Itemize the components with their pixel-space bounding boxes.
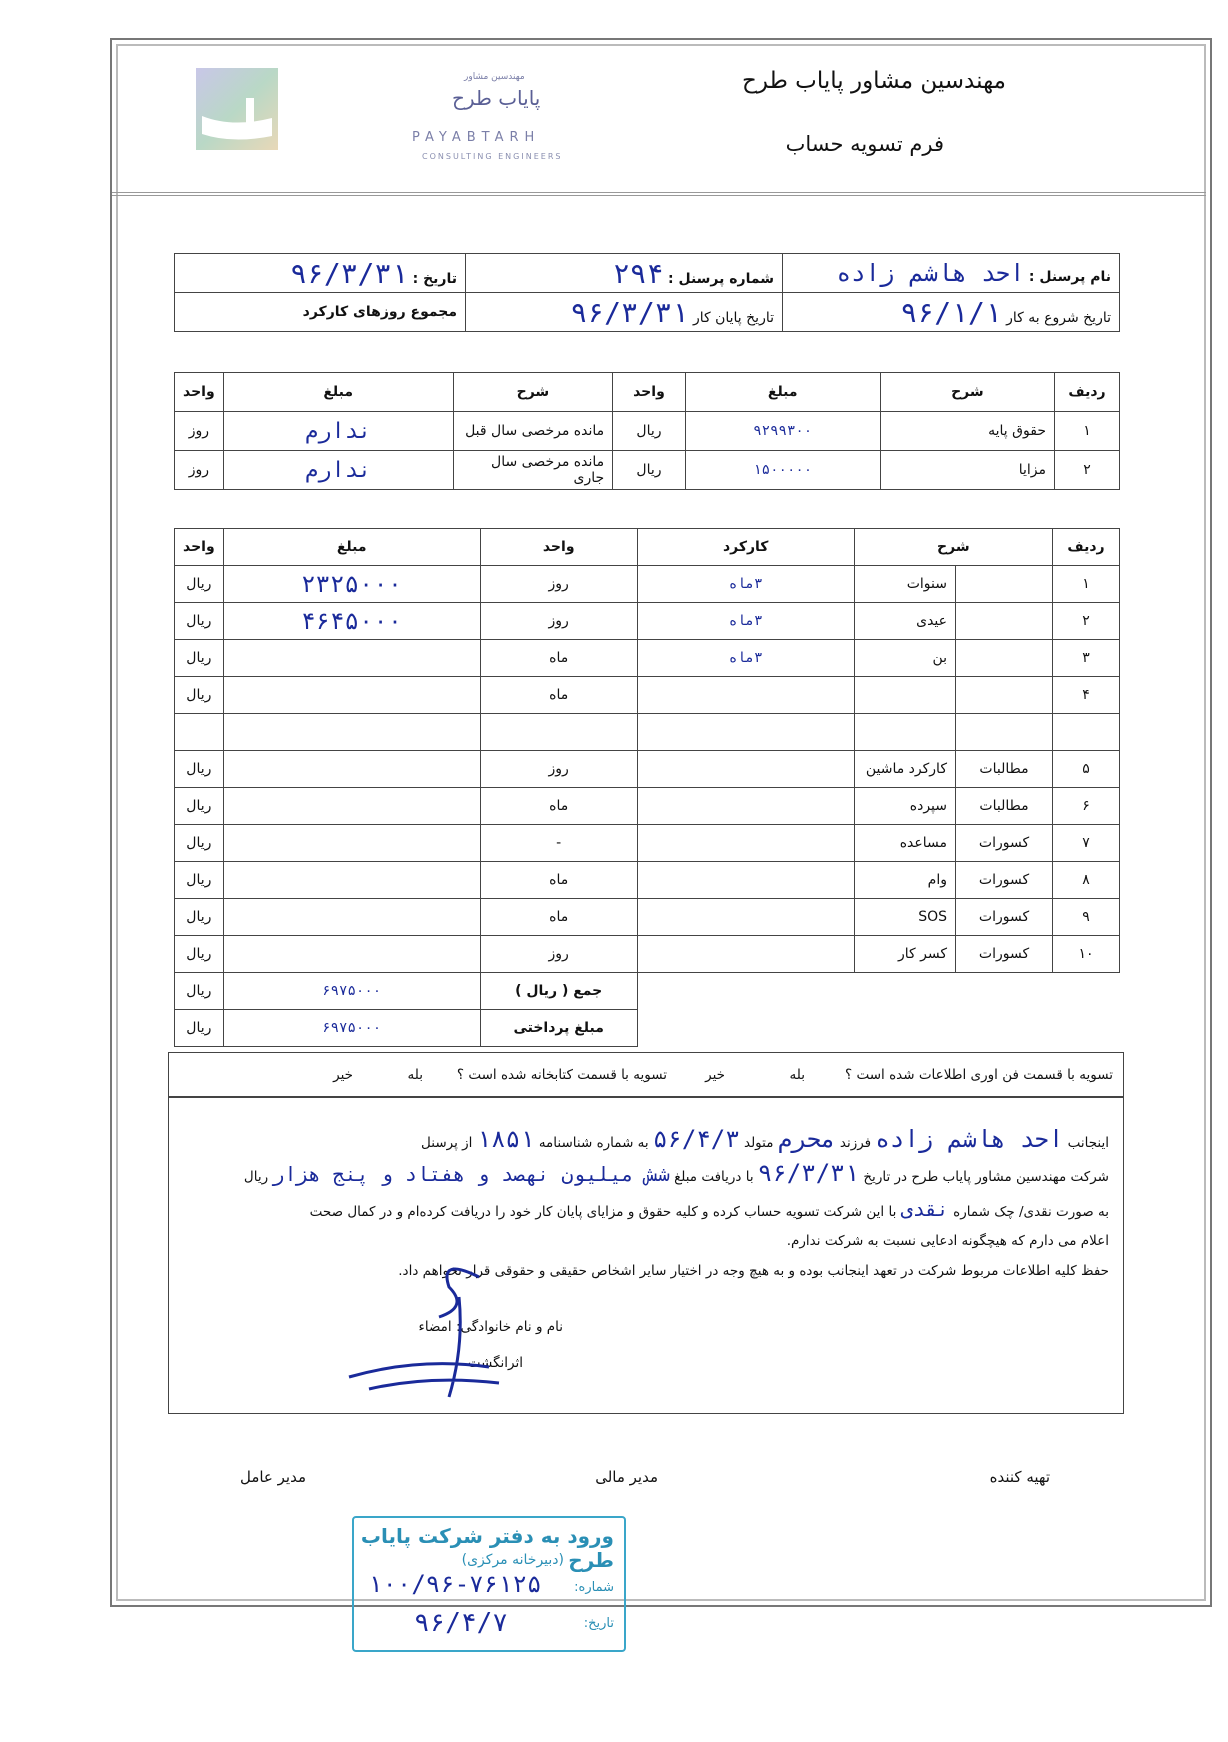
row-currency [175, 714, 224, 751]
paid-currency: ریال [175, 1010, 224, 1047]
col-header: مبلغ [223, 529, 480, 566]
row-work [637, 751, 854, 788]
logo-subtitle-en: CONSULTING ENGINEERS [422, 152, 563, 161]
statement-line-1 [421, 1125, 1109, 1153]
end-value: ۹۶/۳/۳۱ [570, 295, 689, 329]
paid-value: ۶۹۷۵۰۰۰ [223, 1010, 480, 1047]
row-currency: ریال [175, 825, 224, 862]
name-label: نام پرسنل : [1028, 269, 1111, 285]
row-work: ۳ماه [637, 640, 854, 677]
row-work [637, 936, 854, 973]
row-currency: ریال [175, 862, 224, 899]
it-yes-option[interactable]: بله [789, 1067, 805, 1083]
form-header [112, 40, 1206, 196]
col-header: کارکرد [637, 529, 854, 566]
row-desc: SOS [854, 899, 955, 936]
row-number: ۷ [1053, 825, 1120, 862]
row-desc: وام [854, 862, 955, 899]
row-unit: روز [480, 603, 637, 640]
text: شرکت مهندسین مشاور پایاب طرح در تاریخ [863, 1169, 1109, 1185]
total-row [175, 973, 1120, 1010]
id-value: ۲۹۴ [612, 256, 664, 290]
row-desc: حقوق پایه [880, 412, 1054, 451]
table-row [175, 714, 1120, 751]
row-unit: ماه [480, 899, 637, 936]
text: ریال [243, 1169, 269, 1185]
row-number: ۲ [1053, 603, 1120, 640]
date-value: ۹۶/۳/۳۱ [290, 256, 409, 290]
birth-date: ۵۶/۴/۳ [652, 1125, 740, 1153]
stamp-number-value: ۱۰۰/۹۶-۷۶۱۲۵ [368, 1570, 542, 1598]
row-unit: ماه [480, 862, 637, 899]
col-header: شرح [880, 373, 1054, 412]
table-row [175, 603, 1120, 640]
table-row [175, 936, 1120, 973]
row-currency: ریال [175, 936, 224, 973]
row-currency: ریال [175, 899, 224, 936]
start-value: ۹۶/۱/۱ [900, 295, 1002, 329]
benefits-table [174, 528, 1120, 1047]
row-currency: ریال [175, 640, 224, 677]
table-row [175, 899, 1120, 936]
text: فرزند [839, 1135, 872, 1151]
row-desc: کارکرد ماشین [854, 751, 955, 788]
amount-in-words: شش میلیون نهصد و هفتاد و پنج هزار [272, 1162, 670, 1186]
row-currency: ریال [175, 751, 224, 788]
row-category [956, 566, 1053, 603]
row-amount2: ندارم [223, 451, 453, 490]
employee-name: احد هاشم زاده [875, 1125, 1064, 1153]
row-work [637, 714, 854, 751]
row-desc: کسر کار [854, 936, 955, 973]
table-row [175, 677, 1120, 714]
registry-stamp [352, 1516, 626, 1652]
ceo-label: مدیر عامل [239, 1468, 306, 1486]
row-desc [854, 714, 955, 751]
settlement-date: ۹۶/۳/۳۱ [757, 1159, 860, 1187]
name-value: احد هاشم زاده [836, 259, 1025, 287]
row-category [956, 677, 1053, 714]
row-number: ۸ [1053, 862, 1120, 899]
row-number: ۵ [1053, 751, 1120, 788]
it-no-option[interactable]: خیر [705, 1067, 725, 1083]
row-category [956, 640, 1053, 677]
row-work [637, 862, 854, 899]
thumbprint-label: اثرانگشت [467, 1355, 523, 1371]
row-desc [854, 677, 955, 714]
row-desc2: مانده مرخصی سال قبل [453, 412, 613, 451]
col-header: ردیف [1053, 529, 1120, 566]
table-row [175, 788, 1120, 825]
days-label: مجموع روزهای کارکرد [302, 304, 457, 320]
row-number: ۶ [1053, 788, 1120, 825]
row-amount [223, 862, 480, 899]
date-label: تاریخ : [412, 270, 457, 287]
row-unit: روز [480, 936, 637, 973]
col-header: مبلغ [685, 373, 880, 412]
col-header: ردیف [1055, 373, 1120, 412]
row-number: ۹ [1053, 899, 1120, 936]
row-desc: سنوات [854, 566, 955, 603]
row-currency: ریال [175, 603, 224, 640]
row-unit [480, 714, 637, 751]
row-category: کسورات [956, 936, 1053, 973]
text: از پرسنل [421, 1135, 473, 1151]
settlement-questions [168, 1052, 1124, 1098]
sign-label: نام و نام خانوادگی: امضاء [418, 1319, 563, 1335]
row-category: مطالبات [956, 788, 1053, 825]
stamp-title: ورود به دفتر شرکت پایاب طرح [360, 1524, 614, 1572]
row-amount2: ندارم [223, 412, 453, 451]
row-currency: ریال [175, 788, 224, 825]
logo-title-fa: پایاب طرح [452, 86, 541, 110]
row-number [1053, 714, 1120, 751]
text: اینجانب [1067, 1135, 1109, 1151]
days-cell [175, 293, 466, 332]
row-category: کسورات [956, 825, 1053, 862]
text: به شماره شناسنامه [538, 1135, 649, 1151]
end-cell [466, 293, 783, 332]
start-cell [783, 293, 1120, 332]
row-amount [223, 788, 480, 825]
col-header: واحد [175, 529, 224, 566]
statement-line-4: اعلام می دارم که هیچگونه ادعایی نسبت به شرکت ندارم. [786, 1233, 1109, 1249]
table-row [175, 566, 1120, 603]
stamp-subtitle: (دبیرخانه مرکزی) [461, 1552, 564, 1568]
row-unit: ماه [480, 788, 637, 825]
row-unit2: روز [175, 451, 224, 490]
row-work: ۳ماه [637, 566, 854, 603]
row-work: ۳ماه [637, 603, 854, 640]
row-work [637, 825, 854, 862]
table-row [175, 825, 1120, 862]
row-unit: ماه [480, 677, 637, 714]
row-number: ۱۰ [1053, 936, 1120, 973]
stamp-date-value: ۹۶/۴/۷ [414, 1608, 508, 1638]
row-amount [223, 714, 480, 751]
text: به صورت نقدی/ چک شماره [953, 1204, 1109, 1220]
stamp-number-label: شماره: [574, 1580, 614, 1595]
row-amount [223, 899, 480, 936]
row-number: ۲ [1055, 451, 1120, 490]
row-work [637, 677, 854, 714]
table-row [175, 412, 1120, 451]
it-question: تسویه با قسمت فن اوری اطلاعات شده است ؟ [845, 1067, 1113, 1083]
row-amount [223, 825, 480, 862]
signature [339, 1257, 539, 1407]
total-label: جمع ( ریال ) [480, 973, 637, 1010]
row-amount [223, 936, 480, 973]
finance-manager-label: مدیر مالی [595, 1468, 658, 1486]
row-amount: ۲۳۲۵۰۰۰ [223, 566, 480, 603]
father-name: محرم [777, 1125, 836, 1153]
row-amount [223, 677, 480, 714]
row-amount: ۱۵۰۰۰۰۰ [685, 451, 880, 490]
end-label: تاریخ پایان کار [692, 309, 774, 326]
paid-label: مبلغ پرداختی [480, 1010, 637, 1047]
row-desc: عیدی [854, 603, 955, 640]
library-yes-option[interactable]: بله [407, 1067, 423, 1083]
table-row [175, 451, 1120, 490]
library-no-option[interactable]: خیر [333, 1067, 353, 1083]
text: متولد [743, 1135, 774, 1151]
row-category: مطالبات [956, 751, 1053, 788]
date-cell [175, 254, 466, 293]
statement-line-2 [244, 1159, 1109, 1187]
row-desc: مزایا [880, 451, 1054, 490]
row-category: کسورات [956, 862, 1053, 899]
table-row [175, 640, 1120, 677]
row-unit: - [480, 825, 637, 862]
col-header: مبلغ [223, 373, 453, 412]
col-header: واحد [613, 373, 686, 412]
total-value: ۶۹۷۵۰۰۰ [223, 973, 480, 1010]
library-question: تسویه با قسمت کتابخانه شده است ؟ [456, 1067, 667, 1083]
col-header: واحد [175, 373, 224, 412]
row-desc2: مانده مرخصی سال جاری [453, 451, 613, 490]
row-unit: ریال [613, 451, 686, 490]
row-unit: روز [480, 566, 637, 603]
table-row [175, 862, 1120, 899]
row-category [956, 714, 1053, 751]
row-amount: ۴۶۴۵۰۰۰ [223, 603, 480, 640]
row-desc: مساعده [854, 825, 955, 862]
id-label: شماره پرسنل : [667, 270, 774, 287]
row-category [956, 603, 1053, 640]
row-currency: ریال [175, 566, 224, 603]
id-cell [466, 254, 783, 293]
form-title: فرم تسویه حساب [785, 132, 944, 156]
row-desc: بن [854, 640, 955, 677]
logo-subtitle-fa: مهندسین مشاور [464, 72, 525, 82]
personnel-info-table [174, 253, 1120, 332]
row-amount [223, 640, 480, 677]
row-number: ۳ [1053, 640, 1120, 677]
paid-row [175, 1010, 1120, 1047]
row-unit: ریال [613, 412, 686, 451]
settlement-statement [168, 1096, 1124, 1414]
row-unit: روز [480, 751, 637, 788]
text: با این شرکت تسویه حساب کرده و کلیه حقوق و مزایای پایان کار خود را دریافت کرده‌ام و در کمال صحت [309, 1204, 897, 1220]
id-number: ۱۸۵۱ [476, 1125, 535, 1153]
row-work [637, 899, 854, 936]
col-header: واحد [480, 529, 637, 566]
row-amount [223, 751, 480, 788]
row-work [637, 788, 854, 825]
salary-table [174, 372, 1120, 490]
total-currency: ریال [175, 973, 224, 1010]
table-row [175, 751, 1120, 788]
text: با دریافت مبلغ [674, 1169, 754, 1185]
row-amount: ۹۲۹۹۳۰۰ [685, 412, 880, 451]
statement-line-3 [310, 1197, 1109, 1221]
row-category: کسورات [956, 899, 1053, 936]
row-number: ۴ [1053, 677, 1120, 714]
statement-line-5: حفظ کلیه اطلاعات مربوط شرکت در تعهد اینجانب بوده و به هیچ وجه در اختیار سایر اشخاص حقیقی و حقوقی قرار نخواهم داد. [398, 1263, 1109, 1279]
row-unit: ماه [480, 640, 637, 677]
payment-method: نقدی [900, 1197, 949, 1221]
name-cell [783, 254, 1120, 293]
row-number: ۱ [1053, 566, 1120, 603]
stamp-date-label: تاریخ: [583, 1616, 614, 1631]
row-unit2: روز [175, 412, 224, 451]
row-number: ۱ [1055, 412, 1120, 451]
company-name: مهندسین مشاور پایاب طرح [742, 68, 1006, 94]
start-label: تاریخ شروع به کار [1006, 309, 1111, 326]
logo-title-en: PAYABTARH [412, 130, 541, 145]
col-header: شرح [453, 373, 613, 412]
preparer-label: تهیه کننده [989, 1468, 1050, 1486]
row-desc: سپرده [854, 788, 955, 825]
row-currency: ریال [175, 677, 224, 714]
col-header: شرح [854, 529, 1052, 566]
